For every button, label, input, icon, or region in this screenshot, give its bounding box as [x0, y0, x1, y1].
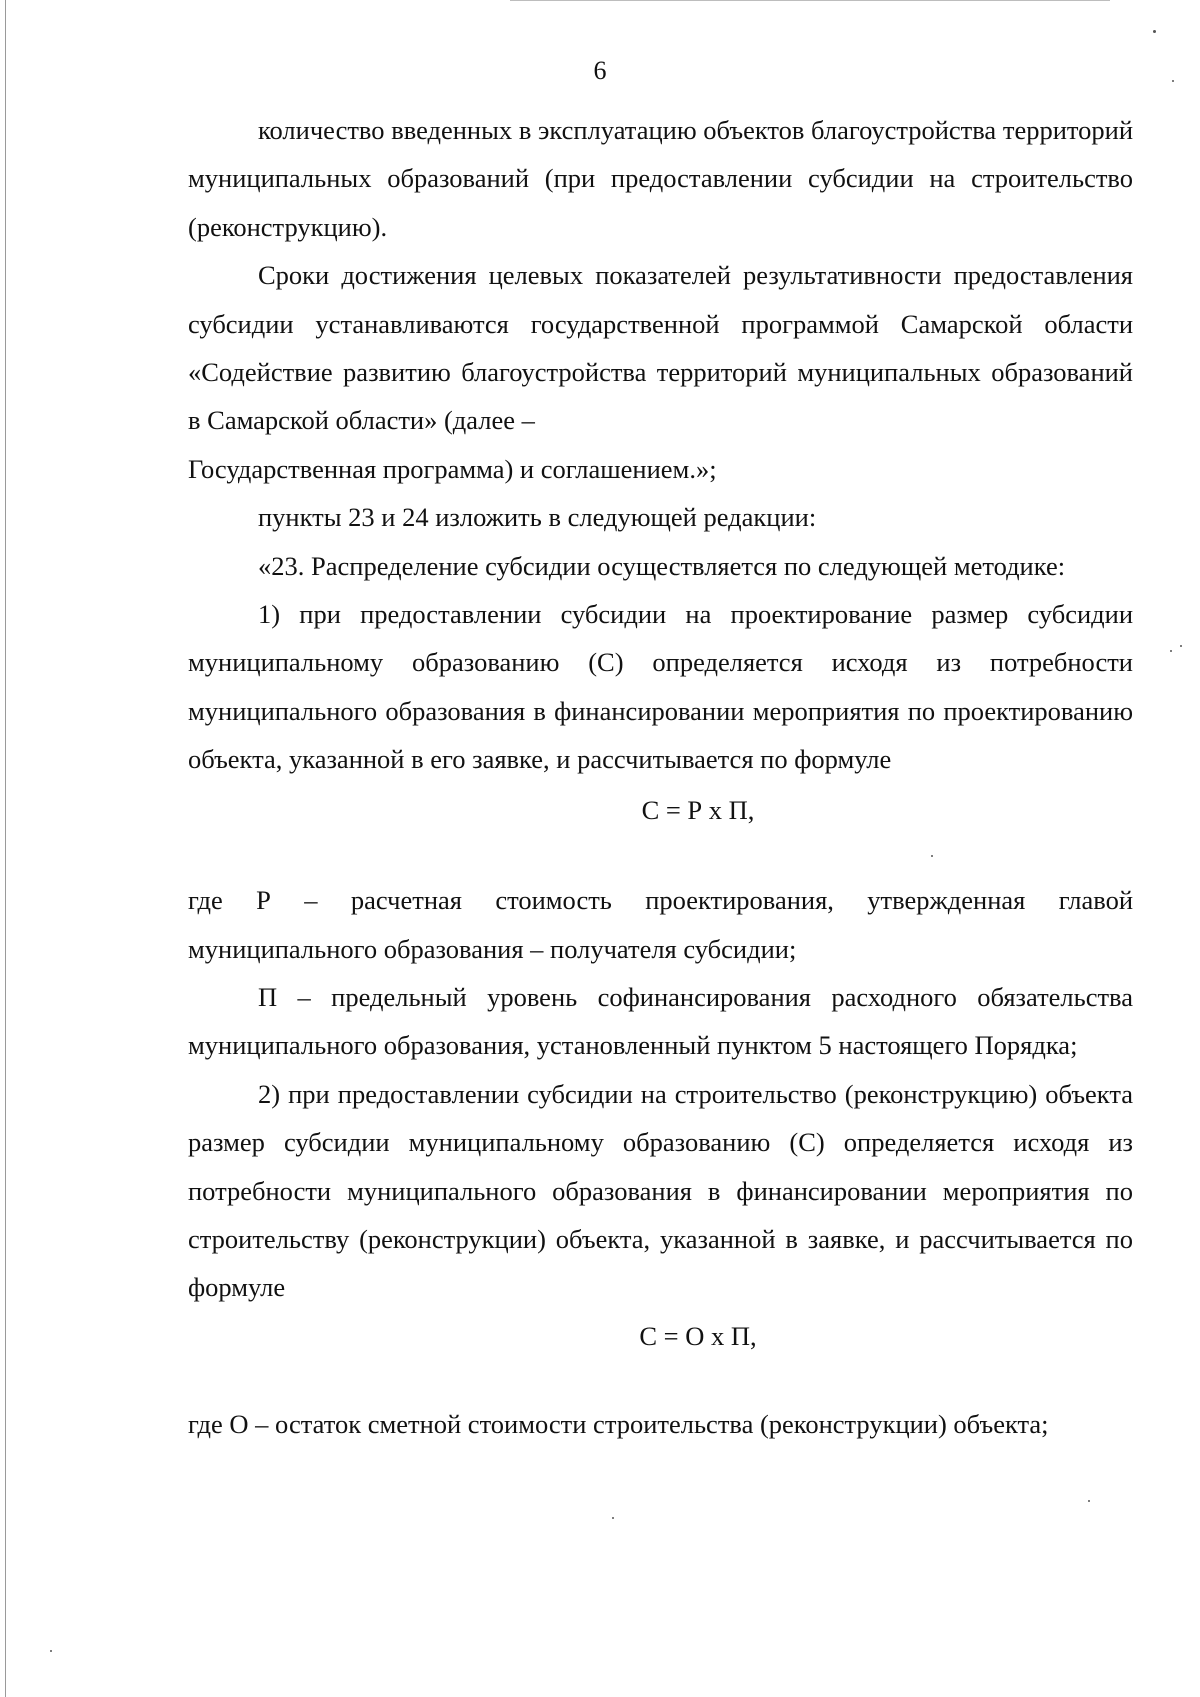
scan-speck [1153, 30, 1156, 33]
paragraph-indicators: количество введенных в эксплуатацию объектов благоустройства территорий муниципальных образований (при предоставлении субсидии на строительство (реконструкцию). [188, 115, 1133, 242]
paragraph-construction-subsidy: 2) при предоставлении субсидии на строительство (реконструкцию) объекта размер субсидии муниципальному образованию (С) определяется исходя из потребности муниципального образования в финансировании мероприятия по строительству (реконструкции) объекта, указанной в заявке, и рассчитывается по формуле [188, 1078, 1133, 1303]
formula-design: С = Р х П, [641, 794, 755, 825]
paragraph-where-pi: П – предельный уровень софинансирования расходного обязательства муниципального образования, установленный пунктом 5 настоящего Порядка; [188, 981, 1133, 1061]
formula-construction: С = О х П, [639, 1320, 757, 1351]
scan-speck [931, 855, 933, 857]
paragraph-deadlines: Сроки достижения целевых показателей результативности предоставления субсидии устанавливаются государственной программой Самарской области «Содействие развитию благоустройства территорий муниципальных образований в Самарской области» (далее – [188, 260, 1133, 436]
scan-speck [50, 1650, 52, 1652]
page-number: 6 [593, 56, 607, 85]
paragraph-deadlines-end: Государственная программа) и соглашением.»; [188, 453, 717, 484]
paragraph-point-23: «23. Распределение субсидии осуществляется по следующей методике: [258, 550, 1066, 581]
document-body [188, 106, 1133, 1449]
paragraph-design-subsidy: 1) при предоставлении субсидии на проектирование размер субсидии муниципальному образованию (С) определяется исходя из потребности муниципального образования в финансировании мероприятия по проектированию объекта, указанной в его заявке, и рассчитывается по формуле [188, 599, 1133, 775]
paragraph-where-p: где Р – расчетная стоимость проектирования, утвержденная главой муниципального образования – получателя субсидии; [188, 885, 1133, 964]
scan-speck [1180, 645, 1182, 647]
paragraph-points-amendment: пункты 23 и 24 изложить в следующей редакции: [258, 502, 817, 533]
scan-speck [1088, 1500, 1090, 1502]
scan-speck [612, 1517, 614, 1519]
scan-left-edge [5, 0, 6, 1697]
paragraph-where-o: где О – остаток сметной стоимости строительства (реконструкции) объекта; [188, 1409, 1049, 1440]
scan-speck [1172, 80, 1174, 82]
scan-top-edge [510, 0, 1110, 1]
scan-speck [1170, 650, 1172, 652]
